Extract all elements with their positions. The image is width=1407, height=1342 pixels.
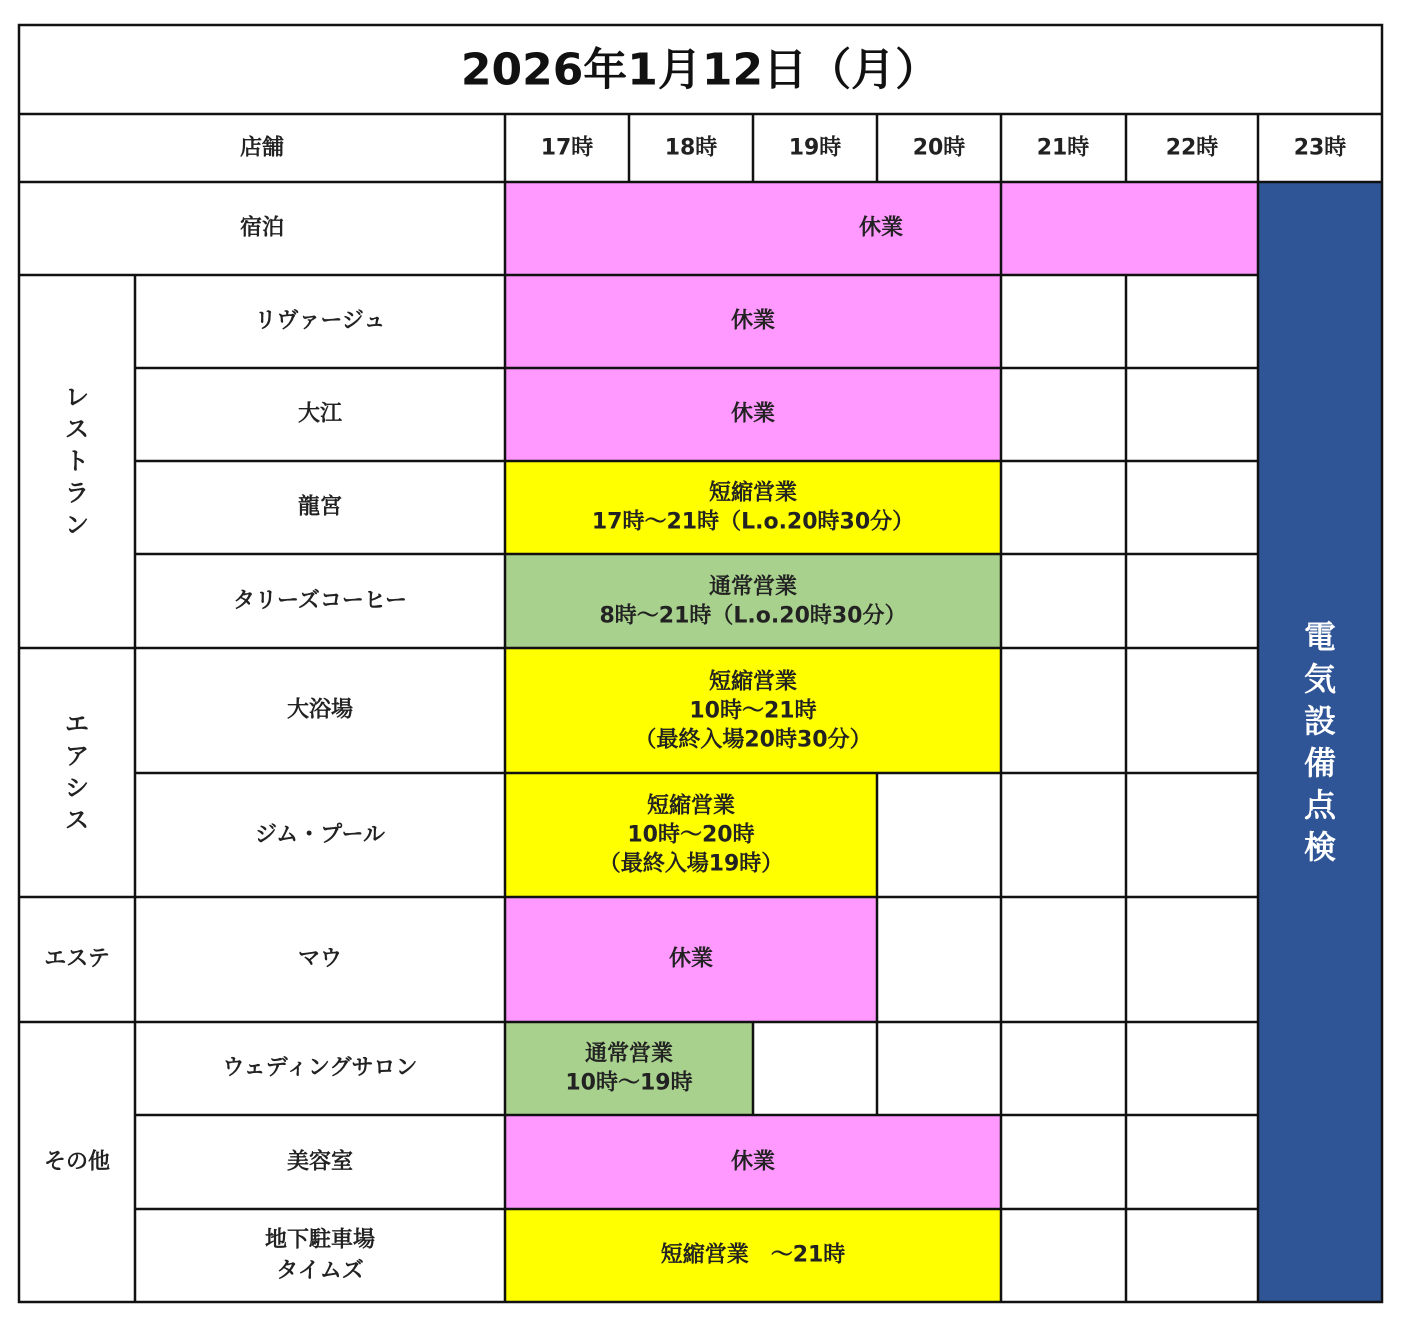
status-ryugu: 短縮営業 bbox=[708, 480, 798, 506]
inspection-block bbox=[1258, 182, 1382, 1302]
status-wedding-salon: 通常営業 bbox=[584, 1041, 674, 1067]
store-name-rivage: リヴァージュ bbox=[254, 308, 386, 334]
store-name-parking-line1: 地下駐車場 bbox=[264, 1227, 376, 1253]
status-biyoshitsu: 休業 bbox=[730, 1149, 776, 1175]
status-detail-ryugu: 17時～21時（L.o.20時30分） bbox=[591, 509, 915, 535]
header-hour-17: 17時 bbox=[540, 135, 594, 161]
store-name-shukuhaku: 宿泊 bbox=[239, 215, 285, 241]
header-store-label: 店舗 bbox=[239, 135, 285, 161]
store-name-ryugu: 龍宮 bbox=[297, 494, 343, 520]
group-label-restaurant: レストラン bbox=[65, 383, 89, 539]
status-gym-pool: 短縮営業 bbox=[646, 793, 736, 819]
store-name-gym-pool: ジム・プール bbox=[254, 822, 386, 848]
store-name-biyoshitsu: 美容室 bbox=[286, 1149, 354, 1175]
header-hour-18: 18時 bbox=[664, 135, 718, 161]
status-tullys: 通常営業 bbox=[708, 574, 798, 600]
group-label-aeasis: エアシス bbox=[65, 710, 89, 834]
status-block-tullys bbox=[505, 554, 1001, 648]
store-name-mau: マウ bbox=[297, 946, 343, 972]
status-rivage: 休業 bbox=[730, 308, 776, 334]
header-hour-19: 19時 bbox=[788, 135, 842, 161]
status-parking: 短縮営業 ～21時 bbox=[660, 1242, 846, 1268]
header-hour-20: 20時 bbox=[912, 135, 966, 161]
group-label-este: エステ bbox=[44, 946, 110, 972]
page-title: 2026年1月12日（月） bbox=[460, 44, 940, 96]
store-name-wedding-salon: ウェディングサロン bbox=[222, 1055, 418, 1081]
status-oe: 休業 bbox=[730, 401, 776, 427]
status-detail-tullys: 8時～21時（L.o.20時30分） bbox=[599, 603, 907, 629]
store-name-oe: 大江 bbox=[297, 401, 343, 427]
status-mau: 休業 bbox=[668, 946, 714, 972]
status-block-wedding-salon bbox=[505, 1022, 753, 1115]
status-shukuhaku: 休業 bbox=[858, 215, 904, 241]
group-label-other: その他 bbox=[43, 1149, 111, 1175]
header-hour-22: 22時 bbox=[1165, 135, 1219, 161]
status-detail-daiyokujo-2: （最終入場20時30分） bbox=[634, 727, 872, 753]
inspection-label: 電気設備点検 bbox=[1303, 618, 1337, 866]
status-detail-daiyokujo-1: 10時～21時 bbox=[689, 698, 817, 724]
header-hour-21: 21時 bbox=[1036, 135, 1090, 161]
store-name-parking-line2: タイムズ bbox=[276, 1258, 364, 1284]
store-name-daiyokujo: 大浴場 bbox=[286, 697, 354, 723]
status-detail-gym-pool-2: （最終入場19時） bbox=[598, 851, 784, 877]
header-hour-23: 23時 bbox=[1293, 135, 1347, 161]
status-detail-wedding-salon: 10時～19時 bbox=[565, 1070, 693, 1096]
status-block-ryugu bbox=[505, 461, 1001, 554]
store-name-tullys: タリーズコーヒー bbox=[232, 588, 408, 614]
status-detail-gym-pool-1: 10時～20時 bbox=[627, 822, 755, 848]
status-daiyokujo: 短縮営業 bbox=[708, 669, 798, 695]
